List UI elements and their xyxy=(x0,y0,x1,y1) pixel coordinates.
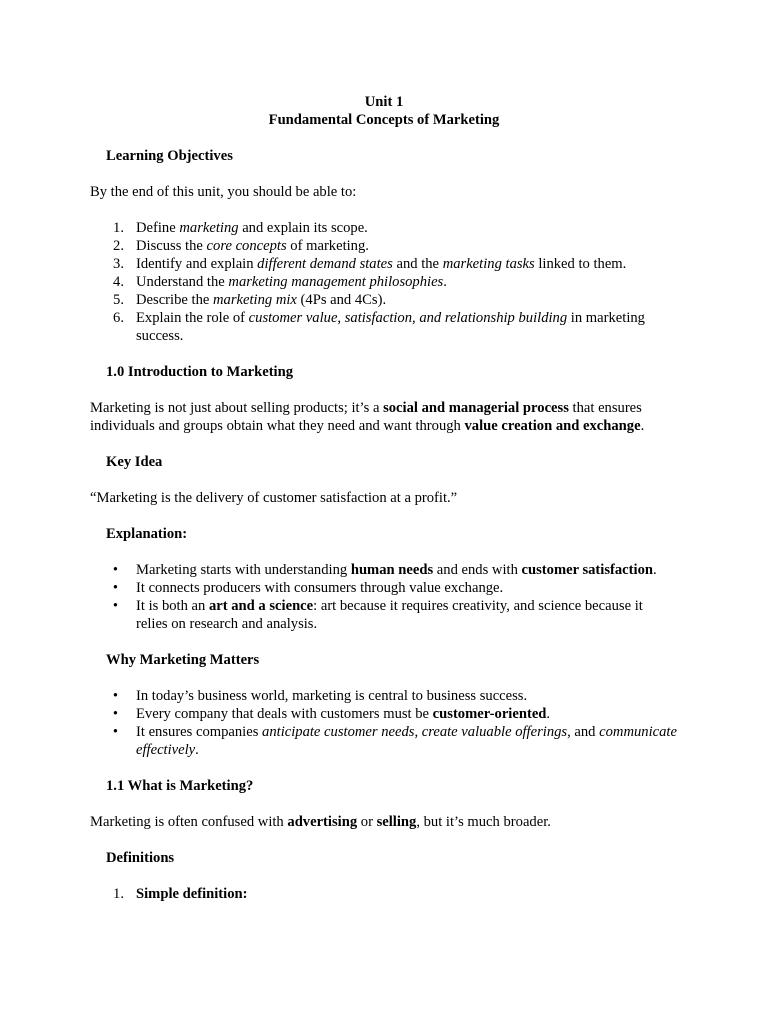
text-run: or xyxy=(357,814,377,830)
text-run: and ends with xyxy=(433,562,522,578)
text-run: Understand the xyxy=(136,274,229,290)
italic-run: anticipate customer needs xyxy=(262,724,415,740)
text-run: Marketing is not just about selling products; it’s a xyxy=(90,400,384,416)
bullet-icon: • xyxy=(112,580,118,596)
bold-run: human needs xyxy=(350,562,434,578)
list-number: 6. xyxy=(113,310,124,326)
bullet-icon: • xyxy=(112,724,118,740)
text-run: . xyxy=(195,742,199,758)
list-number: 5. xyxy=(113,292,124,308)
text-run: Explain the role of xyxy=(136,310,249,326)
list-number: 2. xyxy=(113,238,124,254)
italic-run: marketing management philosophies xyxy=(228,274,444,290)
learning-objectives-intro: By the end of this unit, you should be able to: xyxy=(90,184,357,200)
text-run: , and xyxy=(567,724,600,740)
list-number: 3. xyxy=(113,256,124,272)
why-matters-heading: Why Marketing Matters xyxy=(106,652,260,668)
text-run: It is both an xyxy=(136,598,209,614)
bold-run: customer-oriented xyxy=(432,706,547,722)
text-run: . xyxy=(653,562,657,578)
list-item xyxy=(90,723,678,759)
list-number: 1. xyxy=(113,886,124,902)
bold-run: value creation and exchange xyxy=(464,418,641,434)
bullet-icon: • xyxy=(112,562,118,578)
list-number: 1. xyxy=(113,220,124,236)
list-item xyxy=(90,237,678,255)
italic-run: marketing tasks xyxy=(442,256,535,272)
text-run: . xyxy=(640,418,645,434)
learning-objectives-heading: Learning Objectives xyxy=(106,148,233,164)
text-run: Define xyxy=(136,220,180,236)
italic-run: different demand states xyxy=(257,256,393,272)
list-number: 4. xyxy=(113,274,124,290)
list-item xyxy=(90,309,678,345)
italic-run: create valuable offerings xyxy=(421,724,568,740)
text-run: Marketing is often confused with xyxy=(90,814,288,830)
text-run: in marketing success. xyxy=(136,310,645,344)
text-run: that ensures individuals and groups obtain what they need and want through xyxy=(90,400,642,434)
list-item xyxy=(90,597,678,633)
italic-run: marketing xyxy=(179,220,239,236)
list-item xyxy=(90,255,678,273)
intro-heading: 1.0 Introduction to Marketing xyxy=(106,364,294,380)
definitions-heading: Definitions xyxy=(106,850,175,866)
list-item xyxy=(90,885,678,903)
italic-run: customer value, satisfaction, and relationship building xyxy=(248,310,568,326)
unit-number: Unit 1 xyxy=(364,94,404,110)
italic-run: marketing mix xyxy=(213,292,297,308)
what-is-paragraph xyxy=(90,813,678,831)
bold-run: advertising xyxy=(287,814,358,830)
text-run: . xyxy=(546,706,551,722)
what-is-heading: 1.1 What is Marketing? xyxy=(106,778,254,794)
explanation-heading: Explanation: xyxy=(106,526,188,542)
list-item xyxy=(90,705,678,723)
list-item xyxy=(90,579,678,597)
list-item xyxy=(90,561,678,579)
list-item xyxy=(90,291,678,309)
text-run: Marketing starts with understanding xyxy=(136,562,351,578)
objectives-list xyxy=(90,219,678,345)
italic-run: core concepts xyxy=(206,238,287,254)
list-item xyxy=(90,687,678,705)
bullet-icon: • xyxy=(112,598,118,614)
text-run: . xyxy=(443,274,447,290)
text-run: Describe the xyxy=(136,292,213,308)
bullet-icon: • xyxy=(112,706,118,722)
intro-paragraph xyxy=(90,399,678,435)
definitions-list xyxy=(90,885,678,903)
bold-run: Simple definition: xyxy=(136,886,248,902)
key-idea-quote: “Marketing is the delivery of customer satisfaction at a profit.” xyxy=(90,490,458,506)
bold-run: social and managerial process xyxy=(383,400,569,416)
text-run: (4Ps and 4Cs). xyxy=(296,292,387,308)
text-run: Identify and explain xyxy=(136,256,258,272)
text-run: It ensures companies xyxy=(136,724,263,740)
text-run: linked to them. xyxy=(534,256,627,272)
explanation-list xyxy=(90,561,678,633)
unit-title: Fundamental Concepts of Marketing xyxy=(268,112,500,128)
bold-run: art and a science xyxy=(208,598,314,614)
bold-run: selling xyxy=(376,814,417,830)
why-matters-list xyxy=(90,687,678,759)
bold-run: customer satisfaction xyxy=(521,562,653,578)
text-run: of marketing. xyxy=(286,238,369,254)
text-run: , xyxy=(414,724,422,740)
italic-run: communicate effectively xyxy=(136,724,677,758)
key-idea-heading: Key Idea xyxy=(106,454,163,470)
text-run: and explain its scope. xyxy=(238,220,368,236)
bullet-icon: • xyxy=(112,688,118,704)
list-item xyxy=(90,273,678,291)
list-item xyxy=(90,219,678,237)
text-run: Discuss the xyxy=(136,238,207,254)
text-run: , but it’s much broader. xyxy=(416,814,551,830)
text-run: It connects producers with consumers through value exchange. xyxy=(136,580,504,596)
text-run: Every company that deals with customers must be xyxy=(136,706,433,722)
text-run: and the xyxy=(392,256,443,272)
text-run: In today’s business world, marketing is central to business success. xyxy=(136,688,528,704)
text-run: : art because it requires creativity, and science because it relies on research and analysis. xyxy=(136,598,643,632)
